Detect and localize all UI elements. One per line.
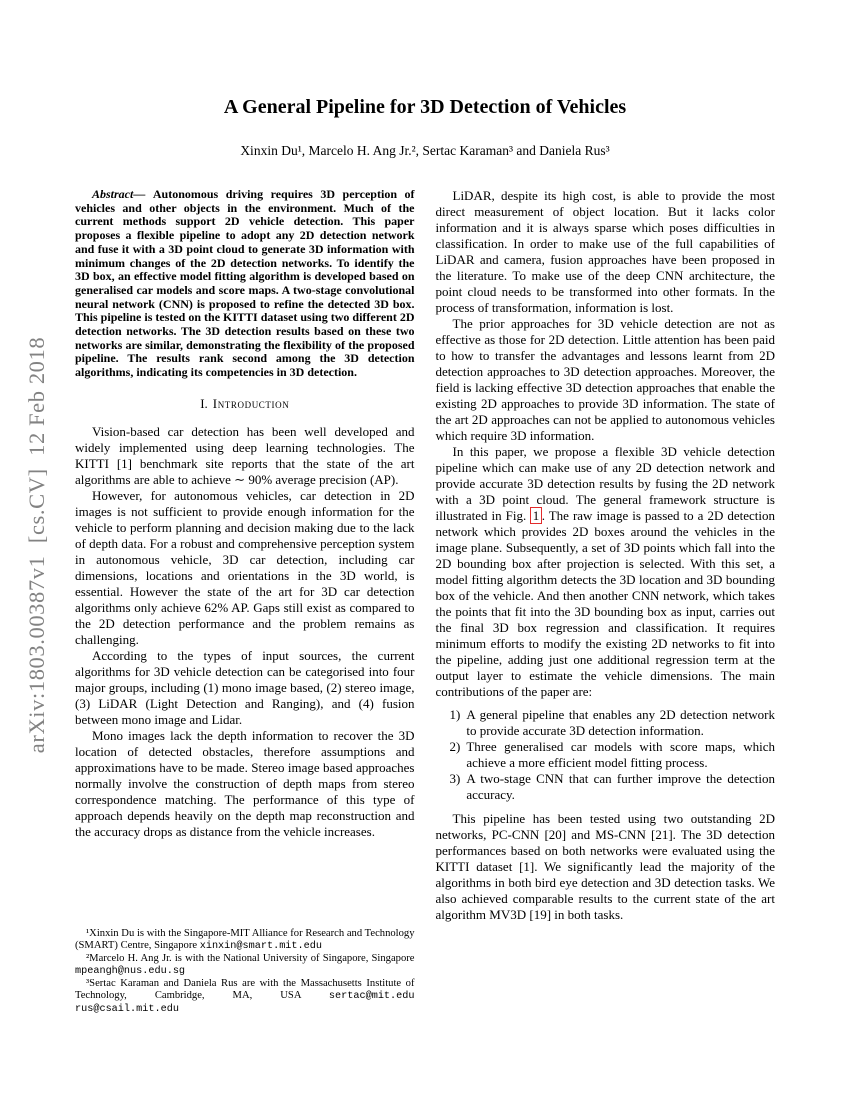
email-text: mpeangh@nus.edu.sg [75,966,186,977]
authors-line: Xinxin Du¹, Marcelo H. Ang Jr.², Sertac Karaman³ and Daniela Rus³ [240,143,610,158]
list-item-number: 2) [449,739,461,754]
list-item-number: 3) [449,771,461,786]
footnote [75,953,415,978]
paragraph: Vision-based car detection has been well developed and widely implemented using deep learning technologies. The KITTI [1] benchmark site reports that the state of the art algorithms are able to achieve ∼ 90% average precision (AP). [75,423,415,487]
paragraph [436,444,776,700]
left-column [75,188,415,1016]
paper-page [75,0,775,1100]
footnote [75,978,415,1016]
footnote-block [75,928,415,1016]
paragraph-text: In this paper, we propose a flexible 3D vehicle detection pipeline which can make use of any 2D detection network and provide accurate 3D detection results by fusing the 2D network with a 3D point cloud. The general framework structure is illustrated in Fig. [435,444,775,523]
abstract [75,188,415,380]
paragraph: The prior approaches for 3D vehicle detection are not as effective as those for 2D detection. Little attention has been paid to how to transfer the advantages and lessons learnt from 2D detection approaches to 3D detection approaches. Moreover, the field is lacking effective 3D detection approaches that enable the existing 2D approaches to provide 3D information. The state of the art 2D approaches can not be applied to autonomous vehicles which require 3D information. [435,316,775,443]
paragraph: This pipeline has been tested using two outstanding 2D networks, PC-CNN [20] and MS-CNN [21]. The 3D detection performances based on both networks were evaluated using the KITTI dataset [1]. We significantly lead the majority of the algorithms in both bird eye detection and 3D detection tasks. We also achieved comparable results to the current state of the art algorithm MV3D [19] in both tasks. [435,811,775,922]
footnote-text: ¹Xinxin Du is with the Singapore-MIT Alliance for Research and Technology (SMART) Centre, Singapore [75,928,415,951]
right-column [436,188,776,1016]
list-item-text: A two-stage CNN that can further improve the detection accuracy. [466,771,775,802]
list-item-text: Three generalised car models with score maps, which achieve a more efficient model fitting process. [466,739,775,770]
contribution-list [436,707,776,803]
section-heading-introduction [75,396,415,412]
arxiv-watermark: arXiv:1803.00387v1 [cs.CV] 12 Feb 2018 [24,336,49,754]
paragraph: However, for autonomous vehicles, car detection in 2D images is not sufficient to provide enough information for the vehicle to perform planning and decision making due to the lack of depth data. For a robust and comprehensive perception system in autonomous vehicle, 3D car detection, including car dimensions, locations and orientations in the 3D world, is essential. However the state of the art for 3D car detection algorithms only achieve 62% AP. Gaps still exist as compared to the 2D detection performance and the problem remains as challenging. [75,487,415,647]
footnote-text: ²Marcelo H. Ang Jr. is with the National University of Singapore, Singapore [86,953,415,964]
paragraph: LiDAR, despite its high cost, is able to provide the most direct measurement of object location. But it lacks color information and it is always sparse which poses difficulties in classification. In order to make use of the full capabilities of LiDAR and camera, fusion approaches have been proposed in the literature. To make use of the deep CNN architecture, the point cloud needs to be transformed into other formats. In the process of transformation, information is lost. [435,188,775,315]
email-text: sertac@mit.edu rus@csail.mit.edu [75,991,415,1015]
section-number: I. [200,395,208,411]
section-title: Introduction [212,395,290,411]
abstract-label: Abstract— [92,187,153,201]
two-column-body [75,188,775,1016]
list-item [436,739,776,771]
figure-1-link[interactable]: 1 [530,507,542,524]
paper-title: A General Pipeline for 3D Detection of Vehicles [223,96,627,118]
email-text: xinxin@smart.mit.edu [199,941,322,952]
list-item-number: 1) [449,707,461,722]
paragraph: Mono images lack the depth information to recover the 3D location of detected obstacles, therefore assumptions and approximations have to be made. Stereo image based approaches normally involve the construction of depth maps from stereo correspondence matching. The performance of this type of approach depends heavily on the depth map reconstruction and the accuracy drops as distance from the vehicle increases. [75,727,415,839]
list-item-text: A general pipeline that enables any 2D detection network to provide accurate 3D detection information. [466,707,775,738]
paragraph-text: . The raw image is passed to a 2D detection network which provides 2D boxes around the vehicles in the image plane. Subsequently, a set of 3D points which fall into the 2D bounding box after projection is selected. With this set, a model fitting algorithm detects the 3D location and 3D bounding box of the vehicle. And then another CNN network, which takes the points that fit into the 3D bounding box as input, carries out the final 3D box regression and classification. It requires minimum efforts to modify the existing 2D networks to fit into the pipeline, adding just one additional regression term at the output layer to estimate the vehicle dimensions. The main contributions of the paper are: [435,508,775,699]
paragraph: According to the types of input sources, the current algorithms for 3D vehicle detection can be categorised into four major groups, including (1) mono image based, (2) stereo image, (3) LiDAR (Light Detection and Ranging), and (4) fusion between mono image and Lidar. [75,647,415,727]
footnote-text: ³Sertac Karaman and Daniela Rus are with the Massachusetts Institute of Technology, Cambridge, MA, USA [75,978,415,1001]
abstract-text: Autonomous driving requires 3D perception of vehicles and other objects in the environment. Much of the current methods support 2D vehicle detection. This paper proposes a flexible pipeline to adopt any 2D detection network and fuse it with a 3D point cloud to generate 3D information with minimum changes of the 2D detection networks. To identify the 3D box, an effective model fitting algorithm is developed based on generalised car models and score maps. A two-stage convolutional neural network (CNN) is proposed to refine the detected 3D box. This pipeline is tested on the KITTI dataset using two different 2D detection networks. The 3D detection results based on these two networks are similar, demonstrating the flexibility of the proposed pipeline. The results rank second among the 3D detection algorithms, indicating its competencies in 3D detection. [75,187,415,380]
list-item [436,707,776,739]
footnote [75,928,415,953]
list-item [436,771,776,803]
